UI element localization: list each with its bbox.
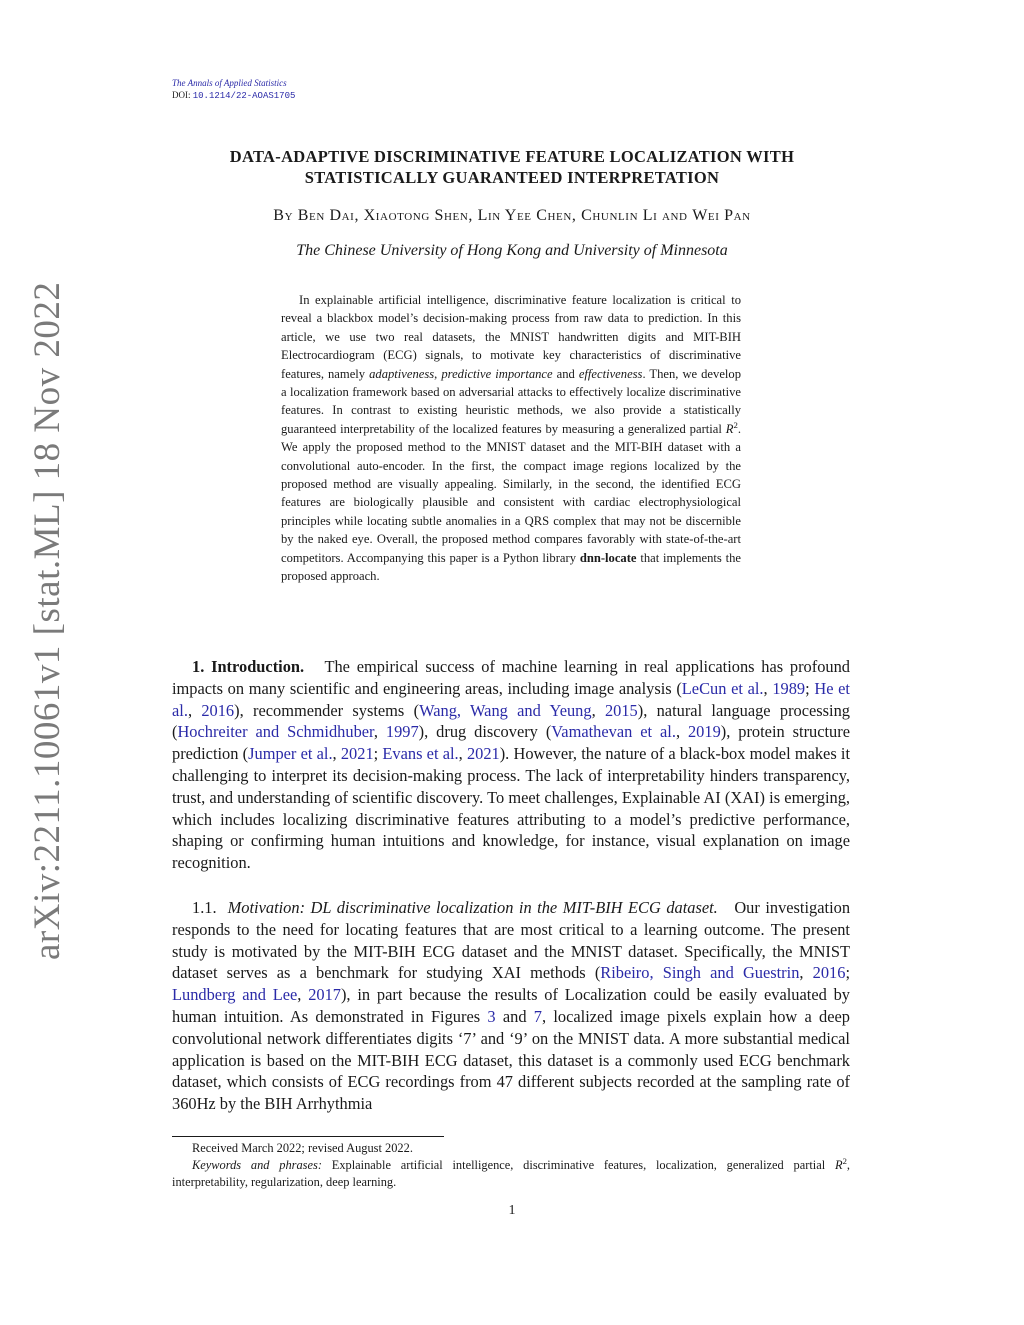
citation-link[interactable]: Lundberg and Lee bbox=[172, 985, 298, 1005]
introduction-paragraph: 1. Introduction. The empirical success of machine learning in real applications has profound impacts on many scientific and engineering areas, including image analysis (LeCun et al., 1989; He et al., 2016), recommender systems (Wang, Wang and Yeung, 2015), natural language processing (Hochreiter and Schmidhuber, 1997), drug discovery (Vamathevan et al., 2019), protein structure prediction (Jumper et al., 2021; Evans et al., 2021). However, the nature of a black-box model makes it challenging to interpret its decision-making process. The lack of interpretability hinders transparency, trust, and understanding of scientific discovery. To meet challenges, Explainable AI (XAI) is emerging, which includes localizing discriminative features attributing to a model’s predictive performance, shaping or confirming human intuitions and knowledge, for instance, visual explanation on image recognition. bbox=[172, 657, 851, 873]
author-name: Ben Dai bbox=[297, 207, 355, 224]
doi-label: DOI: bbox=[172, 90, 191, 100]
citation-year-link[interactable]: 2019 bbox=[687, 722, 721, 742]
citation-link[interactable]: Hochreiter and Schmidhuber bbox=[177, 722, 374, 742]
citation-link[interactable]: LeCun et al. bbox=[681, 678, 764, 698]
keyword-effectiveness: effectiveness bbox=[578, 366, 643, 381]
r-symbol: R bbox=[725, 421, 734, 436]
author-name: Lin Yee Chen bbox=[477, 207, 572, 224]
motivation-subsection bbox=[172, 897, 850, 1115]
citation-link[interactable]: Vamathevan et al. bbox=[551, 722, 676, 742]
keywords-footnote: Keywords and phrases: Explainable artificial intelligence, discriminative features, localization, generalized partial $R^2$, interpretability, regularization, deep learning. bbox=[172, 1156, 851, 1189]
paper-title bbox=[172, 146, 852, 188]
abstract-paragraph: In explainable artificial intelligence, discriminative feature localization is critical to reveal a blackbox model’s decision-making process from raw data to prediction. In this article, we use two real datasets, the MNIST handwritten digits and MIT-BIH Electrocardiogram (ECG) signals, to motivate key characteristics of discriminative features, namely adaptiveness, predictive importance and effectiveness. Then, we develop a localization framework based on adversarial attacks to effectively localize discriminative features. In contrast to existing heuristic methods, we also provide a statistically guaranteed interpretability of the localized features by measuring a generalized partial $R^2$. We apply the proposed method to the MNIST dataset and the MIT-BIH dataset with a convolutional auto-encoder. In the first, the compact image regions localized by the proposed method are visually appealing. Similarly, in the second, the identified ECG features are biologically plausible and consistent with cardiac electrophysiological principles while locating subtle anomalies in a QRS complex that may not be discernible by the naked eye. Overall, the proposed method compares favorably with state-of-the-art competitors. Accompanying this paper is a Python library dnn-locate that implements the proposed approach. bbox=[281, 293, 742, 584]
subsection-number: 1.1. bbox=[192, 898, 217, 917]
citation-link[interactable]: Evans et al. bbox=[382, 744, 459, 764]
citation-link[interactable]: Wang, Wang and Yeung bbox=[419, 700, 592, 720]
keyword-adaptiveness: adaptiveness bbox=[369, 366, 435, 381]
r-exponent: 2 bbox=[733, 420, 738, 430]
citation-year-link[interactable]: 2016 bbox=[812, 963, 846, 983]
footnote-rule bbox=[172, 1136, 444, 1137]
and-label: and bbox=[661, 207, 688, 224]
by-label: By bbox=[273, 207, 294, 224]
affiliation: The Chinese University of Hong Kong and University of Minnesota bbox=[296, 242, 728, 259]
r-exponent: 2 bbox=[842, 1156, 847, 1167]
citation-year-link[interactable]: 2016 bbox=[201, 700, 235, 720]
keyword-predictive-importance: predictive importance bbox=[441, 366, 553, 381]
figure-ref-link[interactable]: 3 bbox=[487, 1006, 496, 1026]
citation-year-link[interactable]: 2021 bbox=[340, 744, 374, 764]
section-heading: 1. Introduction. bbox=[192, 657, 305, 676]
citation-year-link[interactable]: 1989 bbox=[772, 678, 806, 698]
introduction-section bbox=[172, 656, 850, 874]
doi-line bbox=[172, 90, 295, 101]
citation-link[interactable]: He et al. bbox=[172, 678, 850, 720]
title-line-2: STATISTICALLY GUARANTEED INTERPRETATION bbox=[304, 168, 720, 187]
arxiv-identifier-sidebar: arXiv:2211.10061v1 [stat.ML] 18 Nov 2022 bbox=[27, 281, 68, 960]
citation-year-link[interactable]: 2015 bbox=[604, 700, 638, 720]
citation-link[interactable]: Ribeiro, Singh and Guestrin bbox=[600, 963, 800, 983]
figure-ref-link[interactable]: 7 bbox=[533, 1006, 542, 1026]
author-name: Wei Pan bbox=[692, 207, 751, 224]
title-line-1: DATA-ADAPTIVE DISCRIMINATIVE FEATURE LOCALIZATION WITH bbox=[229, 147, 795, 166]
citation-year-link[interactable]: 2021 bbox=[466, 744, 500, 764]
citation-year-link[interactable]: 2017 bbox=[308, 985, 341, 1005]
page-number: 1 bbox=[508, 1203, 516, 1218]
library-name: dnn-locate bbox=[579, 550, 637, 565]
abstract bbox=[281, 291, 741, 586]
doi-link[interactable]: 10.1214/22-AOAS1705 bbox=[192, 91, 296, 101]
motivation-paragraph: 1.1. Motivation: DL discriminative localization in the MIT-BIH ECG dataset. Our investigation responds to the need for locating features that are most critical to a learning outcome. The present study is motivated by the MIT-BIH ECG dataset and the MNIST dataset. Specifically, the MNIST dataset serves as a benchmark for studying XAI methods (Ribeiro, Singh and Guestrin, 2016; Lundberg and Lee, 2017), in part because the results of Localization could be easily evaluated by human intuition. As demonstrated in Figures 3 and 7, localized image pixels explain how a deep convolutional network differentiates digits ‘7’ and ‘9’ on the MNIST data. A more substantial medical application is based on the MIT-BIH ECG dataset, this dataset is a commonly used ECG benchmark dataset, which consists of ECG recordings from 47 different subjects recorded at the sampling rate of 360Hz by the BIH Arrhythmia bbox=[172, 898, 851, 1114]
journal-name[interactable]: The Annals of Applied Statistics bbox=[172, 78, 287, 88]
author-name: Chunlin Li bbox=[581, 207, 658, 224]
citation-link[interactable]: Jumper et al. bbox=[248, 744, 333, 764]
author-name: Xiaotong Shen bbox=[363, 207, 469, 224]
received-footnote: Received March 2022; revised August 2022. bbox=[192, 1141, 413, 1155]
keywords-label: Keywords and phrases: bbox=[192, 1158, 322, 1172]
author-list: By Ben Dai, Xiaotong Shen, Lin Yee Chen, Chunlin Li and Wei Pan bbox=[273, 207, 751, 224]
citation-year-link[interactable]: 1997 bbox=[385, 722, 419, 742]
r-symbol: R bbox=[835, 1158, 843, 1172]
subsection-heading: Motivation: DL discriminative localization in the MIT-BIH ECG dataset. bbox=[227, 898, 718, 917]
